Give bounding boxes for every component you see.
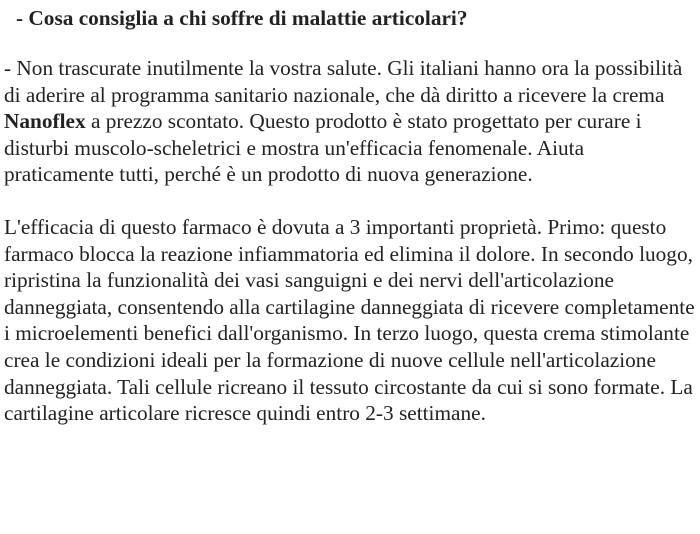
efficacy-paragraph: L'efficacia di questo farmaco è dovuta a 3 importanti proprietà. Primo: questo farmaco blocca la reazione infiammatoria ed elimina il dolore. In secondo luogo, ripristina la funzionalità dei vasi sanguigni e dei nervi dell'articolazione danneggiata, consentendo alla cartilagine danneggiata di ricevere completamente i microelementi benefici dall'organismo. In terzo luogo, questa crema stimolante crea le condizioni ideali per la formazione di nuove cellule nell'articolazione danneggiata. Tali cellule ricreano il tessuto circostante da cui si sono formate. La cartilagine articolare ricresce quindi entro 2-3 settimane. [4, 214, 695, 426]
product-brand-name: Nanoflex [4, 109, 86, 134]
answer-paragraph [4, 55, 696, 188]
answer-text-intro: - Non trascurate inutilmente la vostra salute. Gli italiani hanno ora la possibilità di aderire al programma sanitario nazionale, che dà diritto a ricevere la crema [4, 56, 683, 107]
answer-text-continued: a prezzo scontato. Questo prodotto è stato progettato per curare i disturbi muscolo-scheletrici e mostra un'efficacia fenomenale. Aiuta praticamente tutti, perché è un prodotto di nuova generazione. [4, 109, 642, 187]
interview-question: - Cosa consiglia a chi soffre di malattie articolari? [16, 6, 468, 30]
